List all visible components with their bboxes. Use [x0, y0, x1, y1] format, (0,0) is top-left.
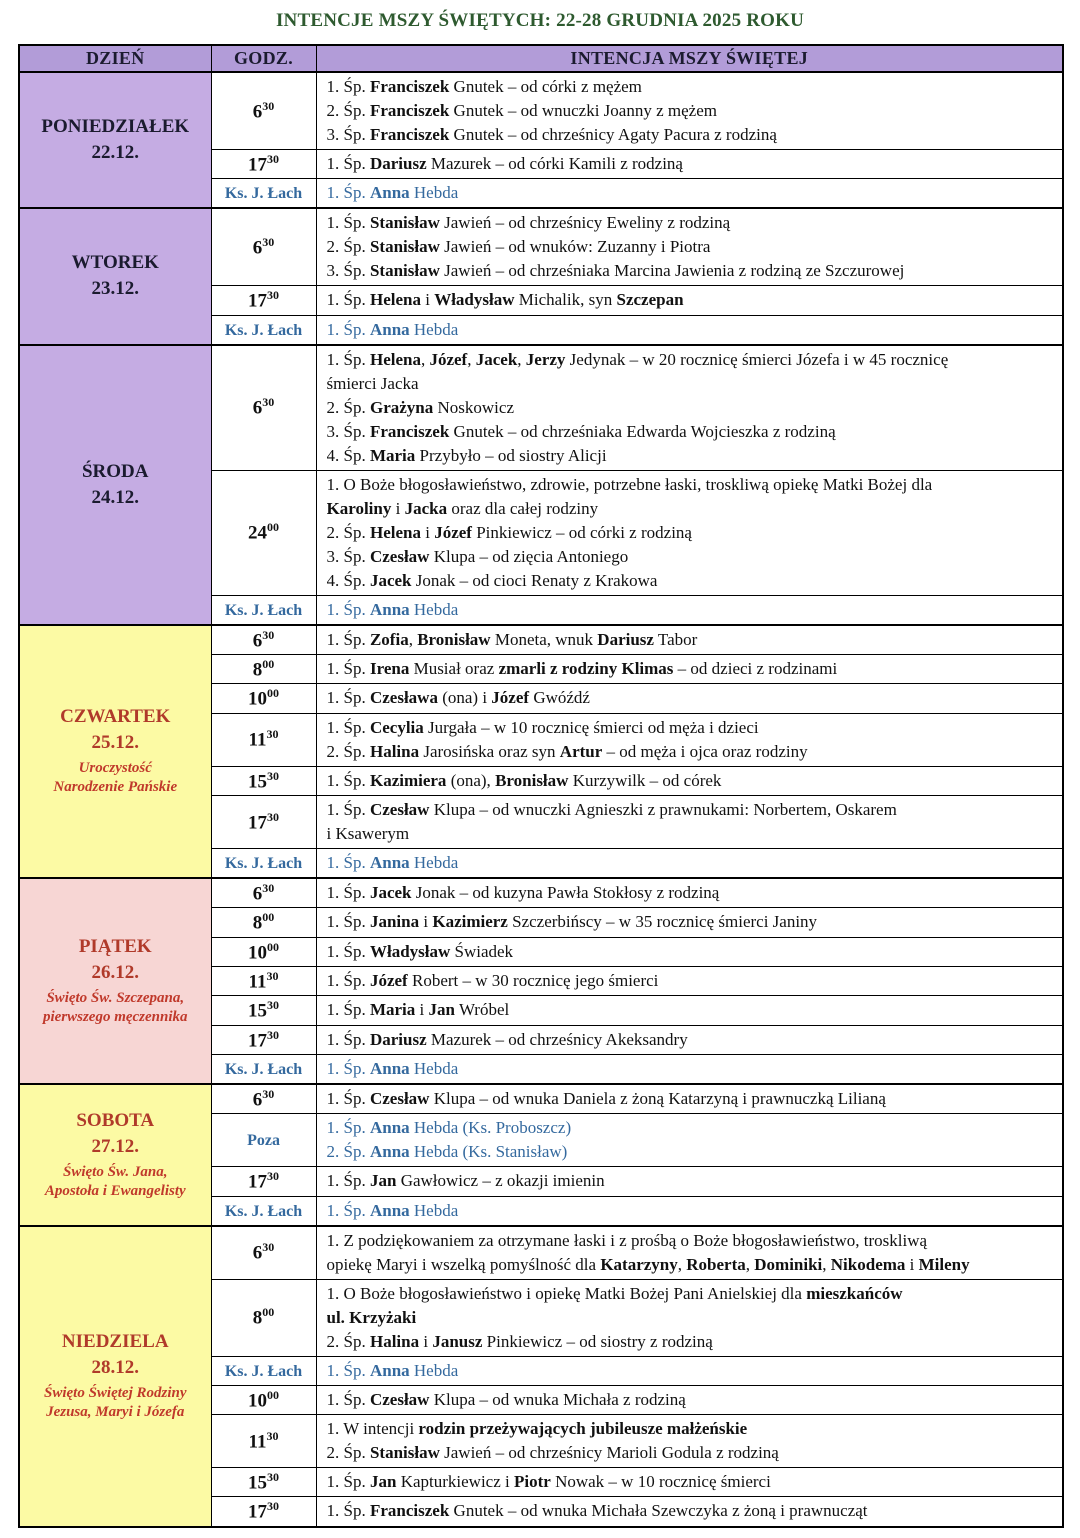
time-hour: 6 — [252, 1089, 263, 1111]
time-minutes: 00 — [262, 656, 275, 671]
intention-line: 1. Śp. Czesław Klupa – od wnuka Michała z rodziną — [326, 1389, 686, 1409]
time-cell — [211, 1467, 316, 1496]
time-minutes: 30 — [266, 727, 279, 742]
time-cell — [211, 1084, 316, 1114]
time-hour: 8 — [252, 1307, 263, 1329]
intention-line: 1. Śp. Zofia, Bronisław Moneta, wnuk Dariusz Tabor — [326, 629, 698, 649]
mass-intentions-table — [18, 44, 1064, 1528]
intention-line: śmierci Jacka — [326, 373, 419, 393]
time-minutes: 00 — [267, 520, 279, 535]
priest-label-cell — [211, 1356, 316, 1385]
intention-cell — [316, 1196, 1063, 1226]
table-row — [19, 1084, 1063, 1114]
intention-line: 2. Śp. Stanisław Jawień – od wnuków: Zuzanny i Piotra — [326, 237, 711, 257]
day-name: WTOREK — [71, 252, 159, 274]
time-hour: 24 — [248, 522, 267, 544]
intention-line: opiekę Maryi i wszelką pomyślność dla Katarzyny, Roberta, Dominiki, Nikodema i Mileny — [326, 1254, 970, 1274]
priest-label-cell — [211, 315, 316, 345]
column-header-intention: INTENCJA MSZY ŚWIĘTEJ — [316, 45, 1063, 72]
time-hour: 6 — [252, 1242, 263, 1264]
intention-cell — [316, 766, 1063, 795]
time-cell — [211, 470, 316, 595]
time-hour: 10 — [248, 1389, 267, 1411]
intention-line: Karoliny i Jacka oraz dla całej rodziny — [326, 498, 599, 518]
intention-line: 1. Śp. Anna Hebda — [326, 852, 459, 872]
intention-line: 1. Śp. Maria i Jan Wróbel — [326, 1000, 510, 1020]
time-hour: 17 — [248, 812, 267, 834]
table-body — [19, 72, 1063, 1527]
page-title: INTENCJE MSZY ŚWIĘTYCH: 22-28 GRUDNIA 2025 ROKU — [275, 10, 805, 31]
time-hour: 10 — [248, 688, 267, 710]
time-minutes: 30 — [267, 288, 279, 303]
intention-line: 1. Śp. Anna Hebda — [326, 1200, 459, 1220]
time-minutes: 30 — [262, 1240, 275, 1255]
day-feast-line: Apostoła i Ewangelisty — [44, 1182, 186, 1199]
priest-label: Ks. J. Łach — [224, 1060, 303, 1078]
intention-line: 1. Śp. Anna Hebda — [326, 319, 459, 339]
priest-label: Poza — [247, 1132, 280, 1150]
priest-label-cell — [211, 595, 316, 625]
time-cell — [211, 150, 316, 179]
day-feast-line: pierwszego męczennika — [42, 1008, 188, 1025]
time-minutes: 30 — [262, 880, 275, 895]
day-date: 25.12. — [91, 732, 139, 754]
time-minutes: 00 — [267, 939, 279, 954]
intention-cell — [316, 1167, 1063, 1196]
day-name: CZWARTEK — [60, 706, 171, 728]
time-cell — [211, 795, 316, 848]
priest-label: Ks. J. Łach — [224, 1362, 303, 1380]
day-cell — [19, 1226, 211, 1527]
intention-line: 1. Z podziękowaniem za otrzymane łaski i z prośbą o Boże błogosławieństwo, troskliwą — [326, 1230, 928, 1250]
time-minutes: 30 — [262, 627, 275, 642]
time-cell — [211, 286, 316, 315]
column-header-time: GODZ. — [211, 45, 316, 72]
intention-line: 1. Śp. Czesław Klupa – od wnuka Daniela z żoną Katarzyną i prawnuczką Lilianą — [326, 1089, 886, 1109]
time-minutes: 30 — [262, 395, 275, 410]
table-row — [19, 625, 1063, 655]
intention-line: 1. Śp. Jan Gawłowicz – z okazji imienin — [326, 1171, 605, 1191]
day-feast-line: Jezusa, Maryi i Józefa — [46, 1404, 185, 1421]
time-minutes: 00 — [262, 1305, 275, 1320]
time-hour: 11 — [248, 971, 267, 993]
time-cell — [211, 766, 316, 795]
intention-cell — [316, 654, 1063, 683]
intention-line: 1. Śp. Kazimiera (ona), Bronisław Kurzywilk – od córek — [326, 770, 722, 790]
intention-line: 1. Śp. Janina i Kazimierz Szczerbińscy – w 35 rocznicę śmierci Janiny — [326, 912, 818, 932]
intention-line: 2. Śp. Anna Hebda (Ks. Stanisław) — [326, 1142, 568, 1162]
day-date: 23.12. — [91, 278, 139, 300]
intention-cell — [316, 470, 1063, 595]
day-cell — [19, 208, 211, 344]
table-row — [19, 878, 1063, 908]
intention-line: 1. W intencji rodzin przeżywających jubileusze małżeńskie — [326, 1418, 748, 1438]
day-feast-line: Święto Św. Szczepana, — [46, 989, 185, 1006]
intention-line: ul. Krzyżaki — [326, 1307, 417, 1327]
time-minutes: 30 — [266, 968, 279, 983]
intention-line: 1. Śp. Cecylia Jurgała – w 10 rocznicę śmierci od męża i dzieci — [326, 717, 759, 737]
priest-label: Ks. J. Łach — [224, 1202, 303, 1220]
day-name: PONIEDZIAŁEK — [41, 116, 190, 138]
table-row — [19, 72, 1063, 150]
day-date: 26.12. — [91, 961, 139, 983]
time-cell — [211, 996, 316, 1025]
intention-cell — [316, 1467, 1063, 1496]
time-hour: 17 — [248, 1501, 267, 1523]
time-cell — [211, 966, 316, 995]
intention-cell — [316, 795, 1063, 848]
intention-line: 1. Śp. Franciszek Gnutek – od córki z mężem — [326, 77, 642, 96]
intention-cell — [316, 713, 1063, 766]
time-cell — [211, 713, 316, 766]
day-feast-line: Święto Świętej Rodziny — [43, 1385, 187, 1402]
time-cell — [211, 654, 316, 683]
intention-line: 1. Śp. Irena Musiał oraz zmarli z rodziny Klimas – od dzieci z rodzinami — [326, 659, 838, 679]
time-cell — [211, 908, 316, 937]
intention-line: 1. Śp. Jan Kapturkiewicz i Piotr Nowak – w 10 rocznicę śmierci — [326, 1472, 771, 1492]
priest-label: Ks. J. Łach — [224, 854, 303, 872]
time-minutes: 30 — [267, 998, 279, 1013]
intention-line: 1. Śp. Czesław Klupa – od wnuczki Agnieszki z prawnukami: Norbertem, Oskarem — [326, 799, 897, 819]
intention-cell — [316, 179, 1063, 209]
day-name: NIEDZIELA — [61, 1331, 169, 1353]
time-hour: 8 — [252, 912, 263, 934]
intention-cell — [316, 937, 1063, 966]
time-cell — [211, 937, 316, 966]
table-row — [19, 345, 1063, 471]
time-hour: 17 — [248, 290, 267, 312]
day-feast — [24, 759, 207, 797]
time-minutes: 30 — [267, 809, 279, 824]
time-cell — [211, 208, 316, 286]
day-name: PIĄTEK — [78, 935, 152, 957]
intention-cell — [316, 286, 1063, 315]
intention-line: 2. Śp. Helena i Józef Pinkiewicz – od córki z rodziną — [326, 522, 692, 542]
time-cell — [211, 1025, 316, 1054]
time-minutes: 30 — [267, 1469, 279, 1484]
intention-cell — [316, 315, 1063, 345]
time-hour: 6 — [252, 101, 263, 123]
intention-cell — [316, 595, 1063, 625]
intention-line: 1. Śp. Jacek Jonak – od kuzyna Pawła Stokłosy z rodziną — [326, 883, 720, 903]
intention-line: 4. Śp. Jacek Jonak – od cioci Renaty z Krakowa — [326, 570, 658, 590]
time-hour: 17 — [248, 1171, 267, 1193]
time-cell — [211, 1279, 316, 1356]
time-cell — [211, 1414, 316, 1467]
intention-line: 4. Śp. Maria Przybyło – od siostry Alicji — [326, 445, 607, 465]
day-feast — [24, 1163, 207, 1201]
intention-cell — [316, 966, 1063, 995]
time-minutes: 30 — [267, 768, 279, 783]
day-cell — [19, 345, 211, 625]
time-cell — [211, 684, 316, 713]
intention-line: 1. Śp. Helena, Józef, Jacek, Jerzy Jedynak – w 20 rocznicę śmierci Józefa i w 45 rocznicę — [326, 349, 949, 369]
priest-label: Ks. J. Łach — [224, 185, 303, 203]
intention-line: 3. Śp. Franciszek Gnutek – od chrześnicy Agaty Pacura z rodziną — [326, 125, 777, 144]
table-row — [19, 208, 1063, 286]
intention-cell — [316, 848, 1063, 878]
intention-cell — [316, 1114, 1063, 1167]
time-minutes: 30 — [262, 1086, 275, 1101]
intention-cell — [316, 1414, 1063, 1467]
day-date: 28.12. — [91, 1357, 139, 1379]
time-cell — [211, 1167, 316, 1196]
day-name: ŚRODA — [81, 460, 149, 482]
day-date: 27.12. — [91, 1135, 139, 1157]
priest-label-cell — [211, 179, 316, 209]
day-cell — [19, 1084, 211, 1226]
day-date: 22.12. — [91, 142, 139, 164]
time-cell — [211, 878, 316, 908]
intention-line: 1. Śp. Helena i Władysław Michalik, syn Szczepan — [326, 290, 684, 310]
time-cell — [211, 1497, 316, 1527]
time-hour: 6 — [252, 237, 263, 259]
intention-line: 1. Śp. Anna Hebda — [326, 1360, 459, 1380]
intention-line: 3. Śp. Franciszek Gnutek – od chrześniaka Edwarda Wojcieszka z rodziną — [326, 421, 836, 441]
day-cell — [19, 878, 211, 1084]
intention-line: 2. Śp. Halina i Janusz Pinkiewicz – od siostry z rodziną — [326, 1331, 713, 1351]
time-cell — [211, 1385, 316, 1414]
intention-line: 2. Śp. Stanisław Jawień – od chrześnicy Marioli Godula z rodziną — [326, 1442, 779, 1462]
time-minutes: 30 — [267, 1499, 279, 1514]
time-hour: 11 — [248, 1431, 267, 1453]
intention-line: 1. O Boże błogosławieństwo, zdrowie, potrzebne łaski, troskliwą opiekę Matki Bożej dla — [326, 474, 933, 494]
time-minutes: 30 — [267, 152, 279, 166]
day-name: SOBOTA — [76, 1109, 155, 1131]
time-hour: 10 — [248, 941, 267, 963]
time-cell — [211, 345, 316, 471]
intention-cell — [316, 1084, 1063, 1114]
table-row — [19, 1226, 1063, 1280]
time-hour: 6 — [252, 397, 263, 419]
time-minutes: 30 — [267, 1169, 279, 1184]
intention-line: 1. Śp. Władysław Świadek — [326, 941, 514, 961]
intention-cell — [316, 908, 1063, 937]
intention-cell — [316, 1054, 1063, 1084]
priest-label: Ks. J. Łach — [224, 321, 303, 339]
intention-line: 3. Śp. Czesław Klupa – od zięcia Antoniego — [326, 546, 629, 566]
intention-cell — [316, 1279, 1063, 1356]
day-feast — [24, 989, 207, 1027]
time-minutes: 30 — [262, 98, 275, 113]
intention-line: 1. Śp. Anna Hebda (Ks. Proboszcz) — [326, 1118, 572, 1138]
priest-label-cell — [211, 1114, 316, 1167]
intention-cell — [316, 996, 1063, 1025]
priest-label-cell — [211, 1196, 316, 1226]
time-minutes: 30 — [266, 1428, 279, 1443]
intention-line: 1. Śp. Anna Hebda — [326, 1058, 459, 1078]
intention-cell — [316, 1025, 1063, 1054]
intention-cell — [316, 1385, 1063, 1414]
intention-line: 1. O Boże błogosławieństwo i opiekę Matki Bożej Pani Anielskiej dla mieszkańców — [326, 1283, 903, 1303]
intention-cell — [316, 1226, 1063, 1280]
intention-cell — [316, 208, 1063, 286]
time-hour: 6 — [252, 629, 263, 651]
table-header-row — [19, 45, 1063, 72]
intention-cell — [316, 150, 1063, 179]
priest-label: Ks. J. Łach — [224, 601, 303, 619]
day-feast-line: Narodzenie Pańskie — [53, 779, 178, 796]
intention-line: 1. Śp. Dariusz Mazurek – od córki Kamili z rodziną — [326, 154, 683, 174]
intention-line: 2. Śp. Halina Jarosińska oraz syn Artur – od męża i ojca oraz rodziny — [326, 741, 808, 761]
time-hour: 17 — [248, 1029, 267, 1051]
time-minutes: 00 — [262, 910, 275, 925]
time-hour: 11 — [248, 729, 267, 751]
priest-label-cell — [211, 1054, 316, 1084]
intention-line: 1. Śp. Stanisław Jawień – od chrześnicy Eweliny z rodziną — [326, 213, 731, 233]
time-hour: 15 — [248, 1000, 267, 1022]
intention-line: 1. Śp. Dariusz Mazurek – od chrześnicy Akeksandry — [326, 1029, 688, 1049]
time-hour: 15 — [248, 1472, 267, 1494]
time-minutes: 00 — [267, 1387, 279, 1402]
time-cell — [211, 625, 316, 655]
day-feast-line: Święto Św. Jana, — [63, 1163, 168, 1180]
time-minutes: 00 — [267, 686, 279, 701]
intention-cell — [316, 1497, 1063, 1527]
time-hour: 15 — [248, 770, 267, 792]
intention-line: i Ksawerym — [326, 823, 410, 843]
time-cell — [211, 1226, 316, 1280]
time-minutes: 30 — [267, 1027, 279, 1042]
intention-line: 2. Śp. Franciszek Gnutek – od wnuczki Joanny z mężem — [326, 101, 717, 120]
time-hour: 6 — [252, 883, 263, 905]
intention-cell — [316, 684, 1063, 713]
time-minutes: 30 — [262, 235, 275, 250]
intention-line: 1. Śp. Józef Robert – w 30 rocznicę jego śmierci — [326, 971, 659, 991]
day-feast-line: Uroczystość — [78, 760, 152, 777]
intention-cell — [316, 1356, 1063, 1385]
intention-cell — [316, 878, 1063, 908]
day-cell — [19, 625, 211, 878]
time-cell — [211, 72, 316, 150]
intention-cell — [316, 625, 1063, 655]
day-feast — [24, 1384, 207, 1422]
day-cell — [19, 72, 211, 208]
intention-line: 1. Śp. Czesława (ona) i Józef Gwóźdź — [326, 688, 590, 708]
intention-line: 1. Śp. Anna Hebda — [326, 183, 459, 203]
intention-line: 1. Śp. Anna Hebda — [326, 599, 459, 619]
day-date: 24.12. — [91, 486, 139, 508]
column-header-day: DZIEŃ — [19, 45, 211, 72]
intention-cell — [316, 345, 1063, 471]
intention-line: 2. Śp. Grażyna Noskowicz — [326, 397, 514, 417]
intention-line: 1. Śp. Franciszek Gnutek – od wnuka Michała Szewczyka z żoną i prawnucząt — [326, 1501, 868, 1521]
intention-line: 3. Śp. Stanisław Jawień – od chrześniaka Marcina Jawienia z rodziną ze Szczurowej — [326, 261, 905, 281]
intention-cell — [316, 72, 1063, 150]
priest-label-cell — [211, 848, 316, 878]
time-hour: 17 — [248, 154, 267, 176]
time-hour: 8 — [252, 659, 263, 681]
